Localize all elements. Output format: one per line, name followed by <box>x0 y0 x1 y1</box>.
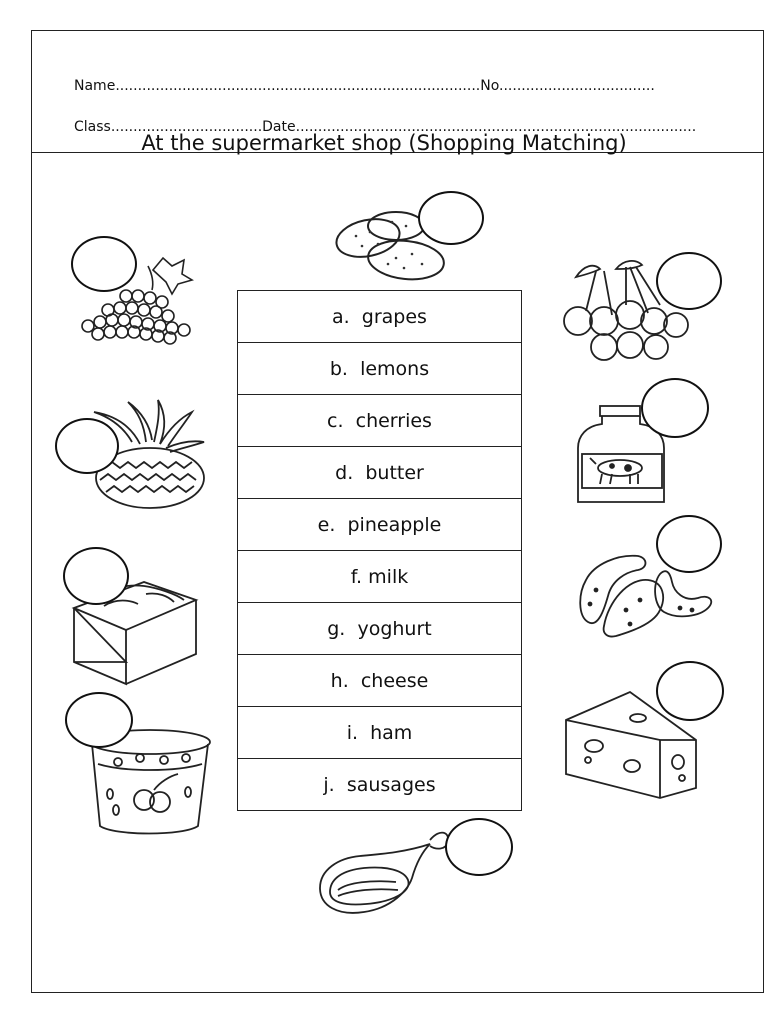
answer-circle[interactable] <box>63 547 129 605</box>
word-cell: i. ham <box>238 707 522 759</box>
answer-circle[interactable] <box>641 378 709 438</box>
answer-circle[interactable] <box>656 515 722 573</box>
word-cell: c. cherries <box>238 395 522 447</box>
word-cell: e. pineapple <box>238 499 522 551</box>
table-row <box>238 655 522 707</box>
class-dots[interactable]: .................................. <box>110 119 263 135</box>
ham-icon <box>316 822 456 920</box>
table-row <box>238 499 522 551</box>
word-cell: h. cheese <box>238 655 522 707</box>
table-row <box>238 447 522 499</box>
word-table <box>237 290 522 811</box>
date-dots[interactable]: .......................................................................................... <box>295 119 697 135</box>
name-dots[interactable]: .................................................................................. <box>115 78 481 94</box>
table-row <box>238 707 522 759</box>
answer-circle[interactable] <box>656 661 724 721</box>
table-row <box>238 603 522 655</box>
no-label: No. <box>480 78 504 94</box>
word-cell: g. yoghurt <box>238 603 522 655</box>
table-row <box>238 759 522 811</box>
name-label: Name <box>74 78 116 94</box>
table-row <box>238 395 522 447</box>
word-cell: b. lemons <box>238 343 522 395</box>
table-row <box>238 551 522 603</box>
word-cell: d. butter <box>238 447 522 499</box>
answer-circle[interactable] <box>55 418 119 474</box>
answer-circle[interactable] <box>445 818 513 876</box>
answer-circle[interactable] <box>65 692 133 748</box>
answer-circle[interactable] <box>418 191 484 245</box>
answer-circle[interactable] <box>656 252 722 310</box>
word-cell: a. grapes <box>238 291 522 343</box>
class-label: Class <box>74 119 111 135</box>
table-row <box>238 291 522 343</box>
word-cell: f. milk <box>238 551 522 603</box>
table-row <box>238 343 522 395</box>
name-line <box>74 78 655 94</box>
date-label: Date <box>262 119 296 135</box>
worksheet-title: At the supermarket shop (Shopping Matching) <box>141 131 627 155</box>
no-dots[interactable]: .................................. <box>503 78 655 94</box>
ham-picture <box>316 822 456 920</box>
answer-circle[interactable] <box>71 236 137 292</box>
word-cell: j. sausages <box>238 759 522 811</box>
